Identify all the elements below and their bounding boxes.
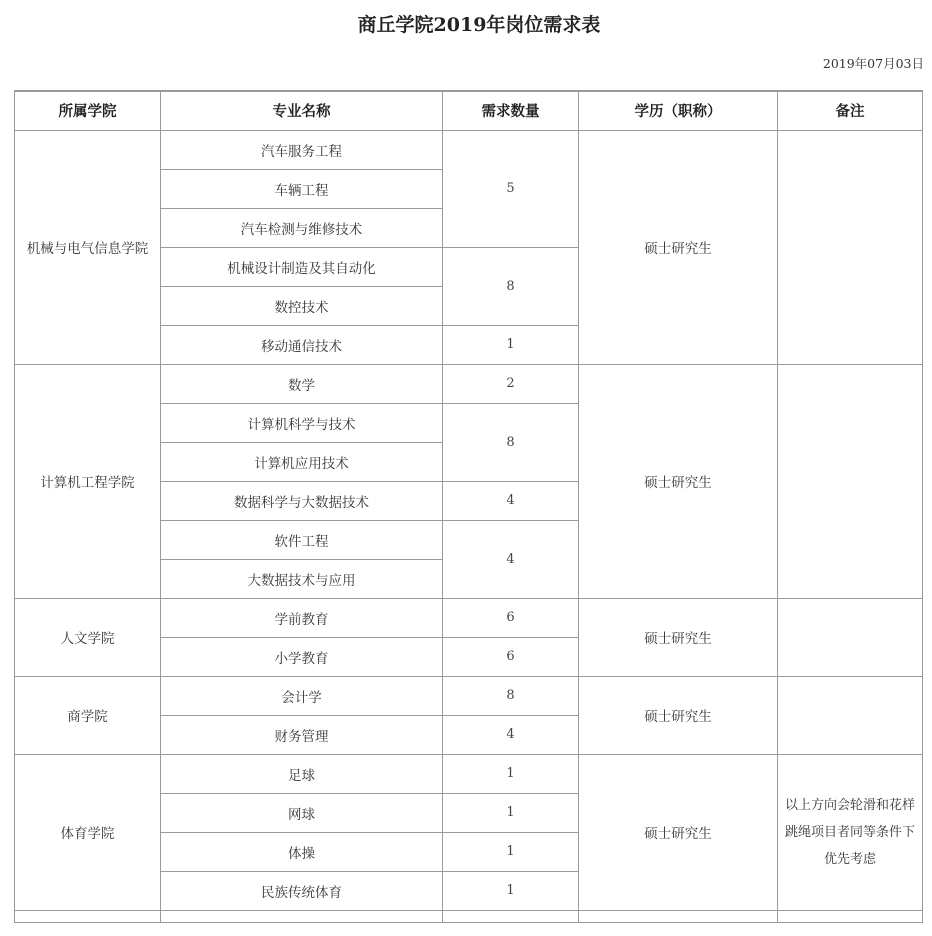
degree-cell: 硕士研究生 (579, 676, 778, 754)
note-cell: 以上方向会轮滑和花样跳绳项目者同等条件下优先考虑 (778, 754, 923, 910)
major-cell: 财务管理 (161, 715, 443, 754)
major-cell: 民族传统体育 (161, 871, 443, 910)
major-cell: 小学教育 (161, 637, 443, 676)
major-cell: 会计学 (161, 676, 443, 715)
page-title: 商丘学院2019年岗位需求表 (357, 14, 601, 36)
header-major: 专业名称 (161, 91, 443, 130)
count-cell: 8 (443, 403, 579, 481)
header-degree: 学历（职称） (579, 91, 778, 130)
header-count: 需求数量 (443, 91, 579, 130)
degree-cell: 硕士研究生 (579, 754, 778, 910)
major-cell: 数据科学与大数据技术 (161, 481, 443, 520)
major-cell: 学前教育 (161, 598, 443, 637)
count-cell: 2 (443, 364, 579, 403)
major-cell: 体操 (161, 832, 443, 871)
note-cell (778, 364, 923, 598)
major-cell: 汽车检测与维修技术 (161, 208, 443, 247)
header-college: 所属学院 (15, 91, 161, 130)
count-cell: 8 (443, 676, 579, 715)
major-cell: 数控技术 (161, 286, 443, 325)
college-cell: 人文学院 (15, 598, 161, 676)
header-row (15, 91, 923, 130)
major-cell: 移动通信技术 (161, 325, 443, 364)
table-row (15, 364, 923, 403)
degree-cell: 硕士研究生 (579, 598, 778, 676)
empty-cell (778, 910, 923, 922)
table-row-cutoff (15, 910, 923, 922)
major-cell: 计算机应用技术 (161, 442, 443, 481)
table-row (15, 598, 923, 637)
major-cell: 足球 (161, 754, 443, 793)
table-row (15, 130, 923, 169)
major-cell: 车辆工程 (161, 169, 443, 208)
count-cell: 6 (443, 598, 579, 637)
major-cell: 网球 (161, 793, 443, 832)
major-cell: 软件工程 (161, 520, 443, 559)
count-cell: 1 (443, 793, 579, 832)
count-cell: 1 (443, 832, 579, 871)
note-cell (778, 676, 923, 754)
empty-cell (579, 910, 778, 922)
major-cell: 计算机科学与技术 (161, 403, 443, 442)
college-cell: 商学院 (15, 676, 161, 754)
college-cell: 计算机工程学院 (15, 364, 161, 598)
count-cell: 4 (443, 520, 579, 598)
count-cell: 6 (443, 637, 579, 676)
major-cell: 机械设计制造及其自动化 (161, 247, 443, 286)
count-cell: 8 (443, 247, 579, 325)
major-cell: 大数据技术与应用 (161, 559, 443, 598)
table-row (15, 754, 923, 793)
count-cell: 4 (443, 481, 579, 520)
empty-cell (443, 910, 579, 922)
degree-cell: 硕士研究生 (579, 130, 778, 364)
college-cell: 机械与电气信息学院 (15, 130, 161, 364)
count-cell: 5 (443, 130, 579, 247)
publish-date: 2019年07月03日 (822, 56, 924, 71)
job-demand-table (14, 90, 923, 923)
note-cell (778, 598, 923, 676)
empty-cell (161, 910, 443, 922)
major-cell: 汽车服务工程 (161, 130, 443, 169)
major-cell: 数学 (161, 364, 443, 403)
count-cell: 1 (443, 754, 579, 793)
count-cell: 1 (443, 871, 579, 910)
count-cell: 4 (443, 715, 579, 754)
college-cell: 体育学院 (15, 754, 161, 910)
note-cell (778, 130, 923, 364)
empty-cell (15, 910, 161, 922)
count-cell: 1 (443, 325, 579, 364)
degree-cell: 硕士研究生 (579, 364, 778, 598)
table-row (15, 676, 923, 715)
header-note: 备注 (778, 91, 923, 130)
